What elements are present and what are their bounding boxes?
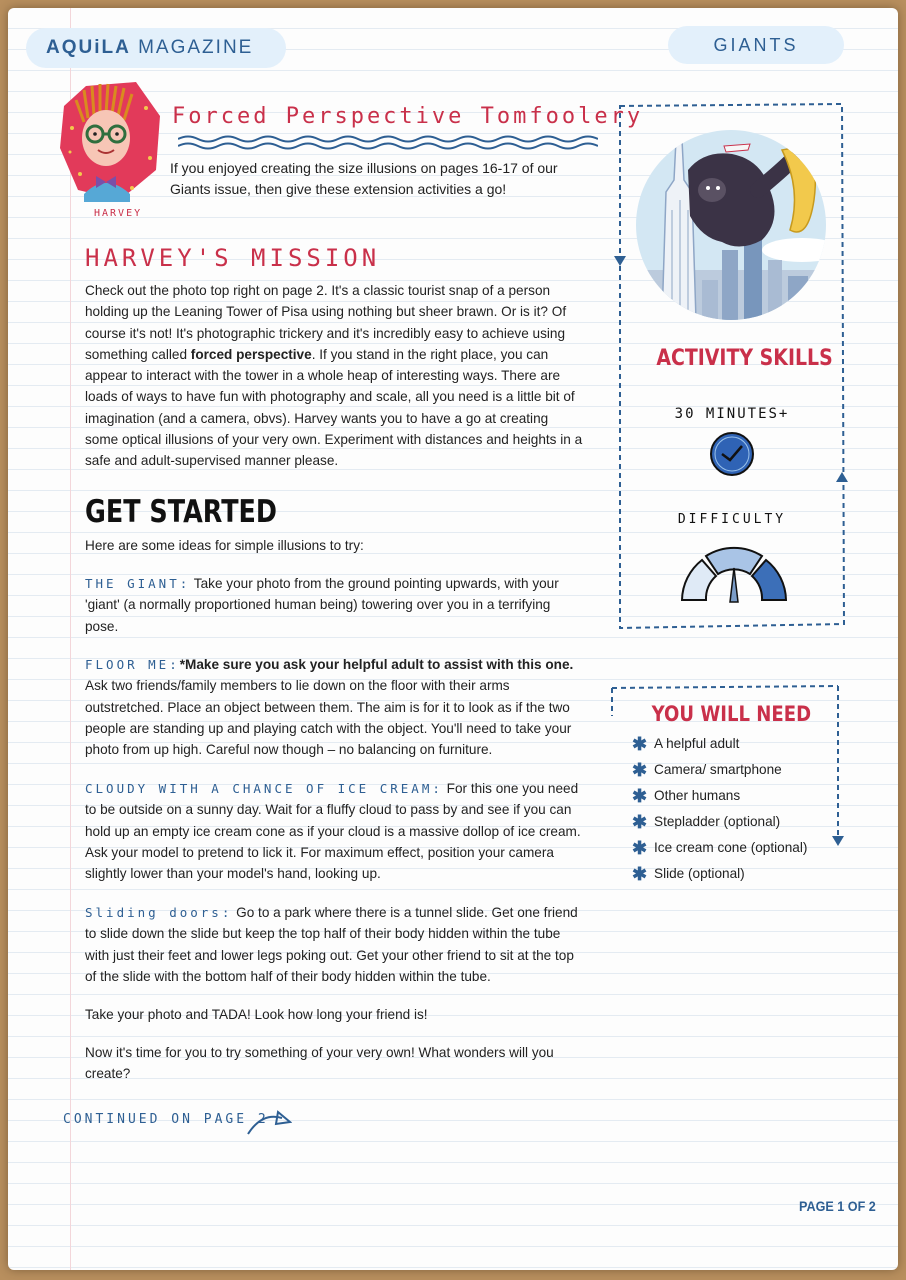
article-title: Forced Perspective Tomfoolery — [172, 104, 644, 129]
need-item-label: Other humans — [654, 788, 741, 803]
you-will-need-title: YOU WILL NEED — [651, 702, 812, 726]
need-item-label: A helpful adult — [654, 736, 740, 751]
asterisk-icon: ✱ — [632, 838, 648, 858]
idea-bold-note: *Make sure you ask your helpful adult to assist with this one. — [179, 657, 574, 672]
tada-paragraph: Take your photo and TADA! Look how long your friend is! — [85, 1007, 428, 1022]
clock-icon — [708, 430, 756, 478]
idea-label: THE GIANT: — [85, 576, 191, 591]
continued-link[interactable]: CONTINUED ON PAGE 2 — [63, 1112, 269, 1127]
king-kong-illustration-icon — [632, 130, 830, 320]
difficulty-label: DIFFICULTY — [677, 512, 787, 527]
idea-paragraph-sliding-doors — [85, 902, 585, 987]
mission-paragraph — [85, 280, 585, 472]
idea-label: CLOUDY WITH A CHANCE OF ICE CREAM: — [85, 781, 443, 796]
asterisk-icon: ✱ — [632, 864, 648, 884]
idea-label: Sliding doors: — [85, 905, 233, 920]
avatar-name-label: HARVEY — [94, 208, 143, 219]
mission-text-part-1: Check out the photo top right on page 2. It's a classic tourist snap of a person holding up the Leaning Tower of Pisa using nothing but sheer brawn. Or is it? Of course it's not! It's photographic trickery and it's incredibly easy to achieve using something called — [85, 283, 567, 362]
idea-text: Take your photo from the ground pointing upwards, with your 'giant' (a normally proportioned human being) towering over you in a terrifying pose. — [85, 576, 559, 634]
need-item-label: Camera/ smartphone — [654, 762, 782, 777]
harvey-avatar-icon — [58, 78, 162, 218]
mission-heading: HARVEY'S MISSION — [85, 244, 381, 272]
idea-paragraph-giant — [85, 573, 585, 637]
idea-label: FLOOR ME: — [85, 657, 180, 672]
issue-theme-pill: GIANTS — [668, 26, 844, 64]
get-started-intro: Here are some ideas for simple illusions to try: — [85, 538, 364, 553]
magazine-title-pill — [26, 28, 286, 68]
closing-paragraph: Now it's time for you to try something of your very own! What wonders will you create? — [85, 1045, 554, 1082]
list-item — [632, 810, 807, 836]
need-item-label: Ice cream cone (optional) — [654, 840, 808, 855]
idea-text: Ask two friends/family members to lie down on the floor with their arms outstretched. Place an object between them. The aim is for it to look as if the two people are standing up and playing catch with the object. You'll need to take your photo from up high. Careful now though – no balancing on furniture. — [85, 678, 572, 758]
list-item — [632, 862, 807, 888]
asterisk-icon: ✱ — [632, 786, 648, 806]
article-intro: If you enjoyed creating the size illusions on pages 16-17 of our Giants issue, then give these extension activities a go! — [170, 160, 558, 197]
list-item — [632, 836, 807, 862]
page-number: PAGE 1 OF 2 — [799, 1198, 876, 1214]
asterisk-icon: ✱ — [632, 812, 648, 832]
asterisk-icon: ✱ — [632, 760, 648, 780]
curved-arrow-icon — [244, 1108, 292, 1138]
need-item-label: Slide (optional) — [654, 866, 745, 881]
idea-text: Go to a park where there is a tunnel slide. Get one friend to slide down the slide but keep the top half of their body hidden within the tube with just their feet and lower legs poking out. Get your other friend to sit at the top of the slide with the bottom half of their body hidden within the tube. — [85, 905, 578, 984]
mission-text-part-2: . If you stand in the right place, you can appear to interact with the tower in a whole heap of interesting ways. There are loads of ways to have fun with photography and scale, all you need is a little bit of imagination (and a camera, obvs). Harvey wants you to have a go at creating some optical illusions of your very own. Experiment with distances and heights in a safe and adult-supervised manner please. — [85, 346, 583, 469]
asterisk-icon: ✱ — [632, 734, 648, 754]
activity-skills-title: ACTIVITY SKILLS — [656, 346, 833, 371]
you-will-need-list — [632, 732, 807, 888]
wavy-underline — [178, 134, 598, 152]
time-label: 30 MINUTES+ — [674, 406, 790, 422]
list-item — [632, 784, 807, 810]
magazine-brand: AQUiLA — [46, 37, 131, 58]
mission-bold-term: forced perspective — [190, 346, 312, 362]
list-item — [632, 732, 807, 758]
get-started-heading: GET STARTED — [85, 494, 278, 530]
idea-paragraph-floor-me — [85, 654, 585, 760]
magazine-word: MAGAZINE — [138, 37, 254, 58]
difficulty-gauge-icon — [676, 538, 792, 608]
list-item — [632, 758, 807, 784]
idea-text: For this one you need to be outside on a sunny day. Wait for a fluffy cloud to pass by and see if you can hold up an empty ice cream cone as if your cloud is a massive dollop of ice cream. Ask your model to pretend to lick it. For maximum effect, position your camera slightly lower than your model's hand, looking up. — [85, 781, 581, 882]
idea-paragraph-cloudy — [85, 778, 585, 884]
need-item-label: Stepladder (optional) — [654, 814, 781, 829]
